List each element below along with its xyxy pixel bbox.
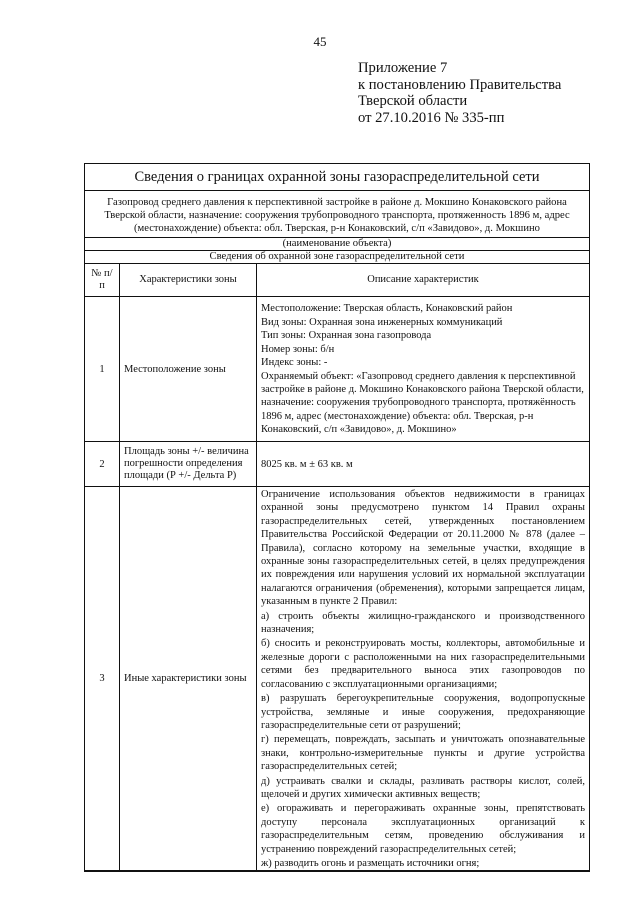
table-row: [85, 297, 589, 442]
page-number: 45: [313, 34, 327, 49]
description-paragraph: в) разрушать берегоукрепительные сооружения, водопропускные устройства, земляные и иные сооружения, предохраняющие газораспределительные сети от разрушений;: [261, 693, 585, 731]
description-paragraph: г) перемещать, повреждать, засыпать и уничтожать опознавательные знаки, контрольно-измерительные пункты и другие устройства газораспределительных сетей;: [261, 734, 585, 773]
row-characteristic: Иные характеристики зоны: [120, 487, 257, 871]
object-caption: (наименование объекта): [85, 237, 589, 250]
appendix-header: [358, 60, 561, 126]
row-description: 8025 кв. м ± 63 кв. м: [257, 442, 590, 487]
description-line: Номер зоны: б/н: [261, 343, 335, 355]
description-line: Вид зоны: Охранная зона инженерных коммуникаций: [261, 316, 503, 328]
zone-table-header: [85, 264, 589, 297]
description-paragraph: д) устраивать свалки и склады, разливать растворы кислот, солей, щелочей и других химически активных веществ;: [261, 775, 585, 800]
row-characteristic: Площадь зоны +/- величина погрешности определения площади (Р +/- Дельта Р): [120, 442, 257, 487]
description-line: Охраняемый объект: «Газопровод среднего давления к перспективной застройке в районе д. Мокшино Конаковского района Тверской области, назначение: сооружения трубопроводного транспорта, протяжённость 1896 м, адрес (местонахождение) объекта: обл. Тверская, р-н Конаковский, с/п «Завидово», д. Мокшино»: [261, 370, 584, 436]
row-num: 3: [85, 487, 120, 871]
appendix-line-2: к постановлению Правительства: [358, 76, 562, 93]
appendix-line-1: Приложение 7: [358, 60, 448, 76]
header-num: № п/п: [85, 264, 120, 297]
description-line: Местоположение: Тверская область, Конаковский район: [261, 303, 513, 315]
object-description: Газопровод среднего давления к перспективной застройке в районе д. Мокшино Конаковского района Тверской области, назначение: сооружения трубопроводного транспорта, протяженность 1896 м, адрес (местонахождение) объекта: обл. Тверская, р-н Конаковский, с/п «Завидово», д. Мокшино: [104, 197, 570, 234]
row-description: [257, 297, 590, 442]
appendix-line-4: от 27.10.2016 № 335-пп: [358, 109, 505, 126]
header-characteristics: Характеристики зоны: [120, 264, 257, 297]
description-paragraph: е) огораживать и перегораживать охранные зоны, препятствовать доступу персонала эксплуатационных организаций к газораспределительным сетям, проведению обслуживания и устранению повреждений газораспределительных сетей;: [261, 803, 585, 855]
section-title: Сведения об охранной зоне газораспределительной сети: [85, 250, 589, 264]
header-description: Описание характеристик: [257, 264, 590, 297]
description-line: Тип зоны: Охранная зона газопровода: [261, 330, 432, 342]
row-num: 1: [85, 297, 120, 442]
description-paragraph: а) строить объекты жилищно-гражданского и производственного назначения;: [261, 610, 585, 636]
boundary-info-table: [84, 163, 590, 872]
zone-table: [85, 264, 589, 871]
table-row: [85, 442, 589, 487]
description-paragraph: Ограничение использования объектов недвижимости в границах охранной зоны предусмотрено пунктом 14 Правил охраны газораспределительных сетей, утвержденных постановлением Правительства Российской Федерации от 20.11.2000 № 878 (далее – Правила), согласно которому на земельные участки, входящие в охранные зоны газораспределительных сетей, в целях предупреждения их повреждения или нарушения условий их нормальной эксплуатации налагаются ограничения (обременения), которыми запрещается лицам, указанным в пункте 2 Правил:: [261, 489, 585, 608]
description-line: Индекс зоны: -: [261, 357, 328, 369]
row-num: 2: [85, 442, 120, 487]
description-paragraph: б) сносить и реконструировать мосты, коллекторы, автомобильные и железные дороги с расположенными на них газораспределительными сетями без предварительного выноса этих газопроводов по согласованию с эксплуатационными организациями;: [261, 638, 585, 690]
description-paragraph: ж) разводить огонь и размещать источники огня;: [261, 857, 480, 869]
appendix-line-3: Тверской области: [358, 93, 468, 109]
row-characteristic: Местоположение зоны: [120, 297, 257, 442]
table-row: [85, 487, 589, 871]
row-description: [257, 487, 590, 871]
table-title: Сведения о границах охранной зоны газораспределительной сети: [85, 164, 589, 191]
